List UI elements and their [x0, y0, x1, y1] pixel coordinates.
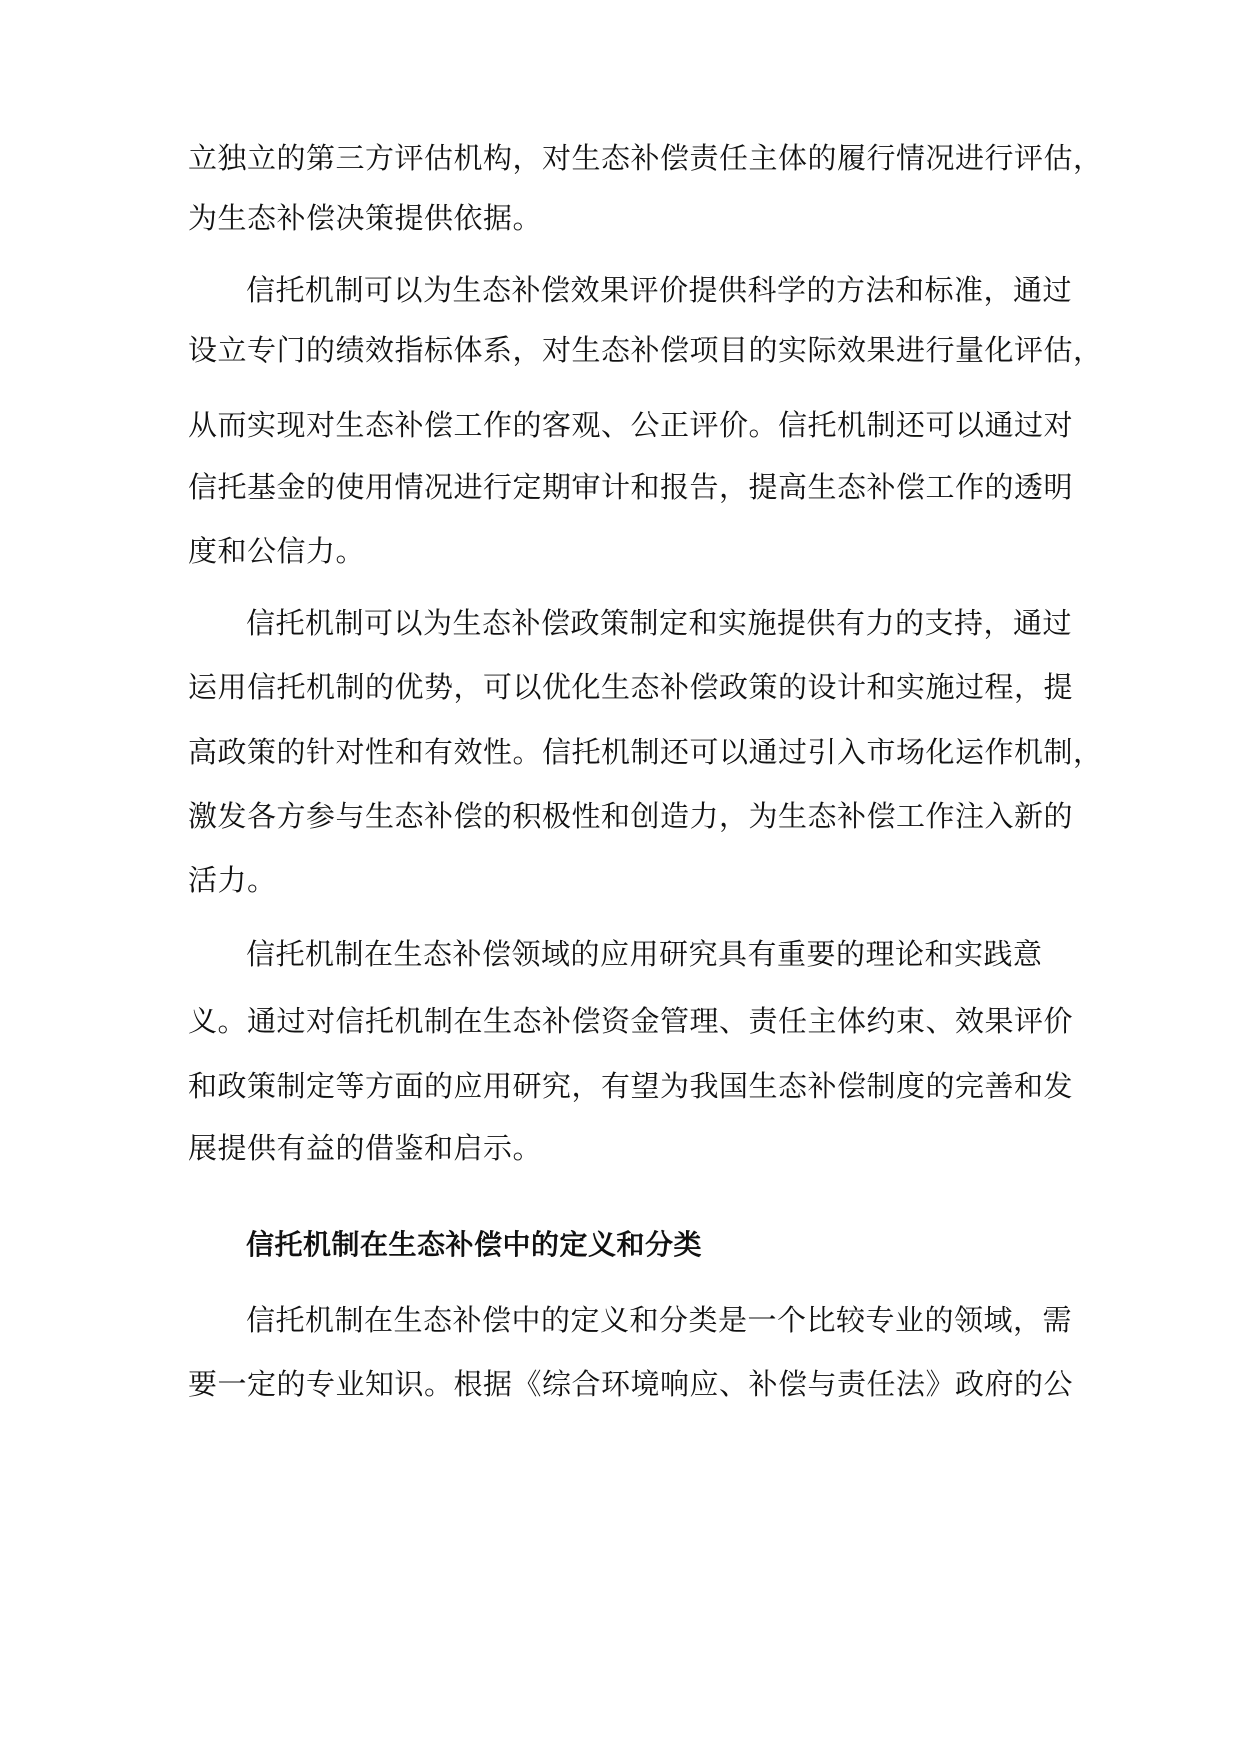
text-line: 度和公信力。	[188, 534, 366, 568]
text-line: 从而实现对生态补偿工作的客观、公正评价。信托机制还可以通过对	[188, 408, 1074, 442]
text-line: 设立专门的绩效指标体系，对生态补偿项目的实际效果进行量化评估，	[188, 333, 1103, 367]
text-line: 要一定的专业知识。根据《综合环境响应、补偿与责任法》政府的公	[188, 1367, 1074, 1401]
text-line: 信托机制在生态补偿中的定义和分类是一个比较专业的领域，需	[246, 1303, 1073, 1337]
text-line: 信托基金的使用情况进行定期审计和报告，提高生态补偿工作的透明	[188, 470, 1074, 504]
text-line: 立独立的第三方评估机构，对生态补偿责任主体的履行情况进行评估，	[188, 141, 1103, 175]
text-line: 和政策制定等方面的应用研究，有望为我国生态补偿制度的完善和发	[188, 1069, 1074, 1103]
text-line: 信托机制在生态补偿领域的应用研究具有重要的理论和实践意	[246, 937, 1043, 971]
text-line: 展提供有益的借鉴和启示。	[188, 1131, 543, 1165]
text-line: 高政策的针对性和有效性。信托机制还可以通过引入市场化运作机制，	[188, 735, 1103, 769]
text-line: 信托机制可以为生态补偿效果评价提供科学的方法和标准，通过	[246, 273, 1073, 307]
text-line: 义。通过对信托机制在生态补偿资金管理、责任主体约束、效果评价	[188, 1004, 1074, 1038]
text-line: 为生态补偿决策提供依据。	[188, 201, 543, 235]
text-line: 运用信托机制的优势，可以优化生态补偿政策的设计和实施过程，提	[188, 670, 1074, 704]
text-line: 信托机制可以为生态补偿政策制定和实施提供有力的支持，通过	[246, 606, 1073, 640]
text-line: 激发各方参与生态补偿的积极性和创造力，为生态补偿工作注入新的	[188, 799, 1074, 833]
text-line: 活力。	[188, 863, 277, 897]
section-heading: 信托机制在生态补偿中的定义和分类	[246, 1228, 703, 1261]
